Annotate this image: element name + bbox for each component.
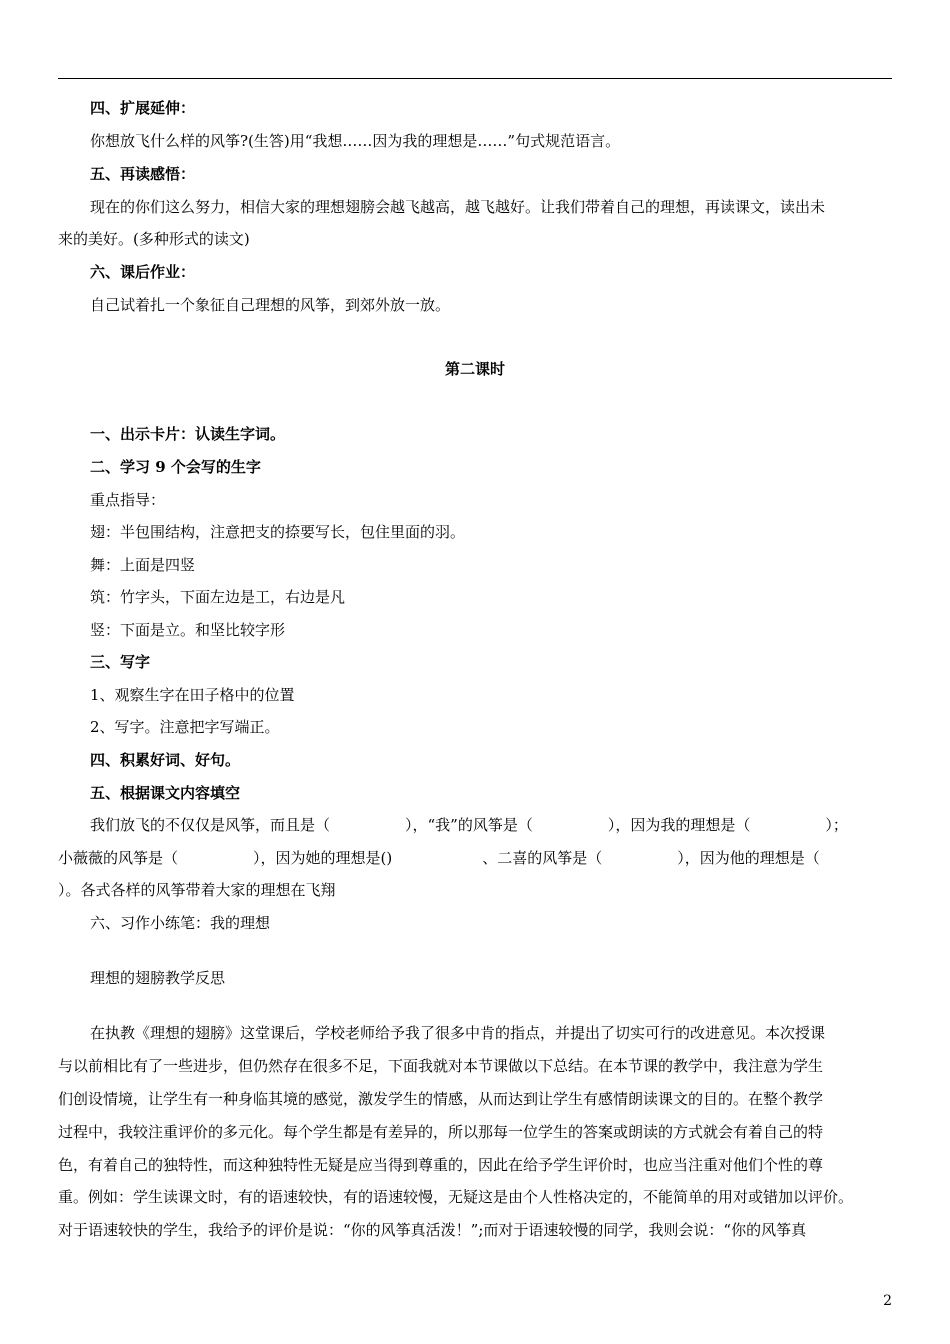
reflection-line-4: 过程中，我较注重评价的多元化。每个学生都是有差异的，所以那每一位学生的答案或朗读的方式就会有着自己的特 bbox=[58, 1123, 824, 1141]
section-6-heading: 六、课后作业： bbox=[90, 263, 196, 281]
lesson-2-heading-1: 一、出示卡片：认读生字词。 bbox=[90, 425, 286, 443]
reflection-line-3: 们创设情境，让学生有一种身临其境的感觉，激发学生的情感，从而达到让学生有感情朗读课文的目的。在整个教学 bbox=[58, 1090, 824, 1108]
char-note-3: 筑：竹字头，下面左边是工，右边是凡 bbox=[90, 588, 346, 606]
reflection-line-1: 在执教《理想的翅膀》这堂课后，学校老师给予我了很多中肯的指点，并提出了切实可行的改进意见。本次授课 bbox=[90, 1024, 826, 1042]
lesson-2-heading-6: 六、习作小练笔：我的理想 bbox=[90, 914, 271, 932]
section-4-heading: 四、扩展延伸： bbox=[90, 99, 196, 117]
lesson-2-heading-5: 五、根据课文内容填空 bbox=[90, 784, 241, 802]
fill-blank-line-1: 我们放飞的不仅仅是风筝，而且是（ ），“我”的风筝是（ ），因为我的理想是（ ）； bbox=[90, 816, 848, 834]
char-note-4: 竖：下面是立。和坚比较字形 bbox=[90, 621, 286, 639]
reflection-line-5: 色，有着自己的独特性，而这种独特性无疑是应当得到尊重的，因此在给予学生评价时，也应当注重对他们个性的尊 bbox=[58, 1156, 824, 1174]
header-rule bbox=[58, 78, 892, 79]
writing-step-1: 1、观察生字在田子格中的位置 bbox=[90, 686, 295, 704]
writing-step-2: 2、写字。注意把字写端正。 bbox=[90, 718, 280, 736]
section-5-line-1: 现在的你们这么努力，相信大家的理想翅膀会越飞越高，越飞越好。让我们带着自己的理想，再读课文，读出未 bbox=[90, 198, 826, 216]
fill-blank-line-2: 小薇薇的风筝是（ ），因为她的理想是() 、二喜的风筝是（ ），因为他的理想是（ bbox=[58, 849, 820, 867]
fill-blank-line-3: ）。各式各样的风筝带着大家的理想在飞翔 bbox=[58, 881, 336, 899]
section-6-text: 自己试着扎一个象征自己理想的风筝，到郊外放一放。 bbox=[90, 296, 451, 314]
reflection-line-7: 对于语速较快的学生，我给予的评价是说：“你的风筝真活泼！”;而对于语速较慢的同学，我则会说：“你的风筝真 bbox=[58, 1221, 807, 1239]
section-5-heading: 五、再读感悟： bbox=[90, 165, 196, 183]
section-4-text: 你想放飞什么样的风筝?(生答)用“我想……因为我的理想是……”句式规范语言。 bbox=[90, 132, 621, 150]
reflection-title: 理想的翅膀教学反思 bbox=[90, 969, 226, 987]
lesson-2-title: 第二课时 bbox=[444, 360, 505, 378]
lesson-2-heading-4: 四、积累好词、好句。 bbox=[90, 751, 241, 769]
char-note-1: 翅：半包围结构，注意把支的捺要写长，包住里面的羽。 bbox=[90, 523, 466, 541]
key-guidance-label: 重点指导： bbox=[90, 491, 166, 509]
char-note-2: 舞：上面是四竖 bbox=[90, 556, 196, 574]
page-number: 2 bbox=[883, 1293, 892, 1309]
lesson-2-heading-2: 二、学习 9 个会写的生字 bbox=[90, 458, 261, 476]
reflection-line-2: 与以前相比有了一些进步，但仍然存在很多不足，下面我就对本节课做以下总结。在本节课的教学中，我注意为学生 bbox=[58, 1057, 824, 1075]
lesson-2-heading-3: 三、写字 bbox=[90, 653, 151, 671]
reflection-line-6: 重。例如：学生读课文时，有的语速较快，有的语速较慢，无疑这是由个人性格决定的，不能简单的用对或错加以评价。 bbox=[58, 1188, 854, 1206]
section-5-line-2: 来的美好。(多种形式的读文) bbox=[58, 230, 250, 248]
